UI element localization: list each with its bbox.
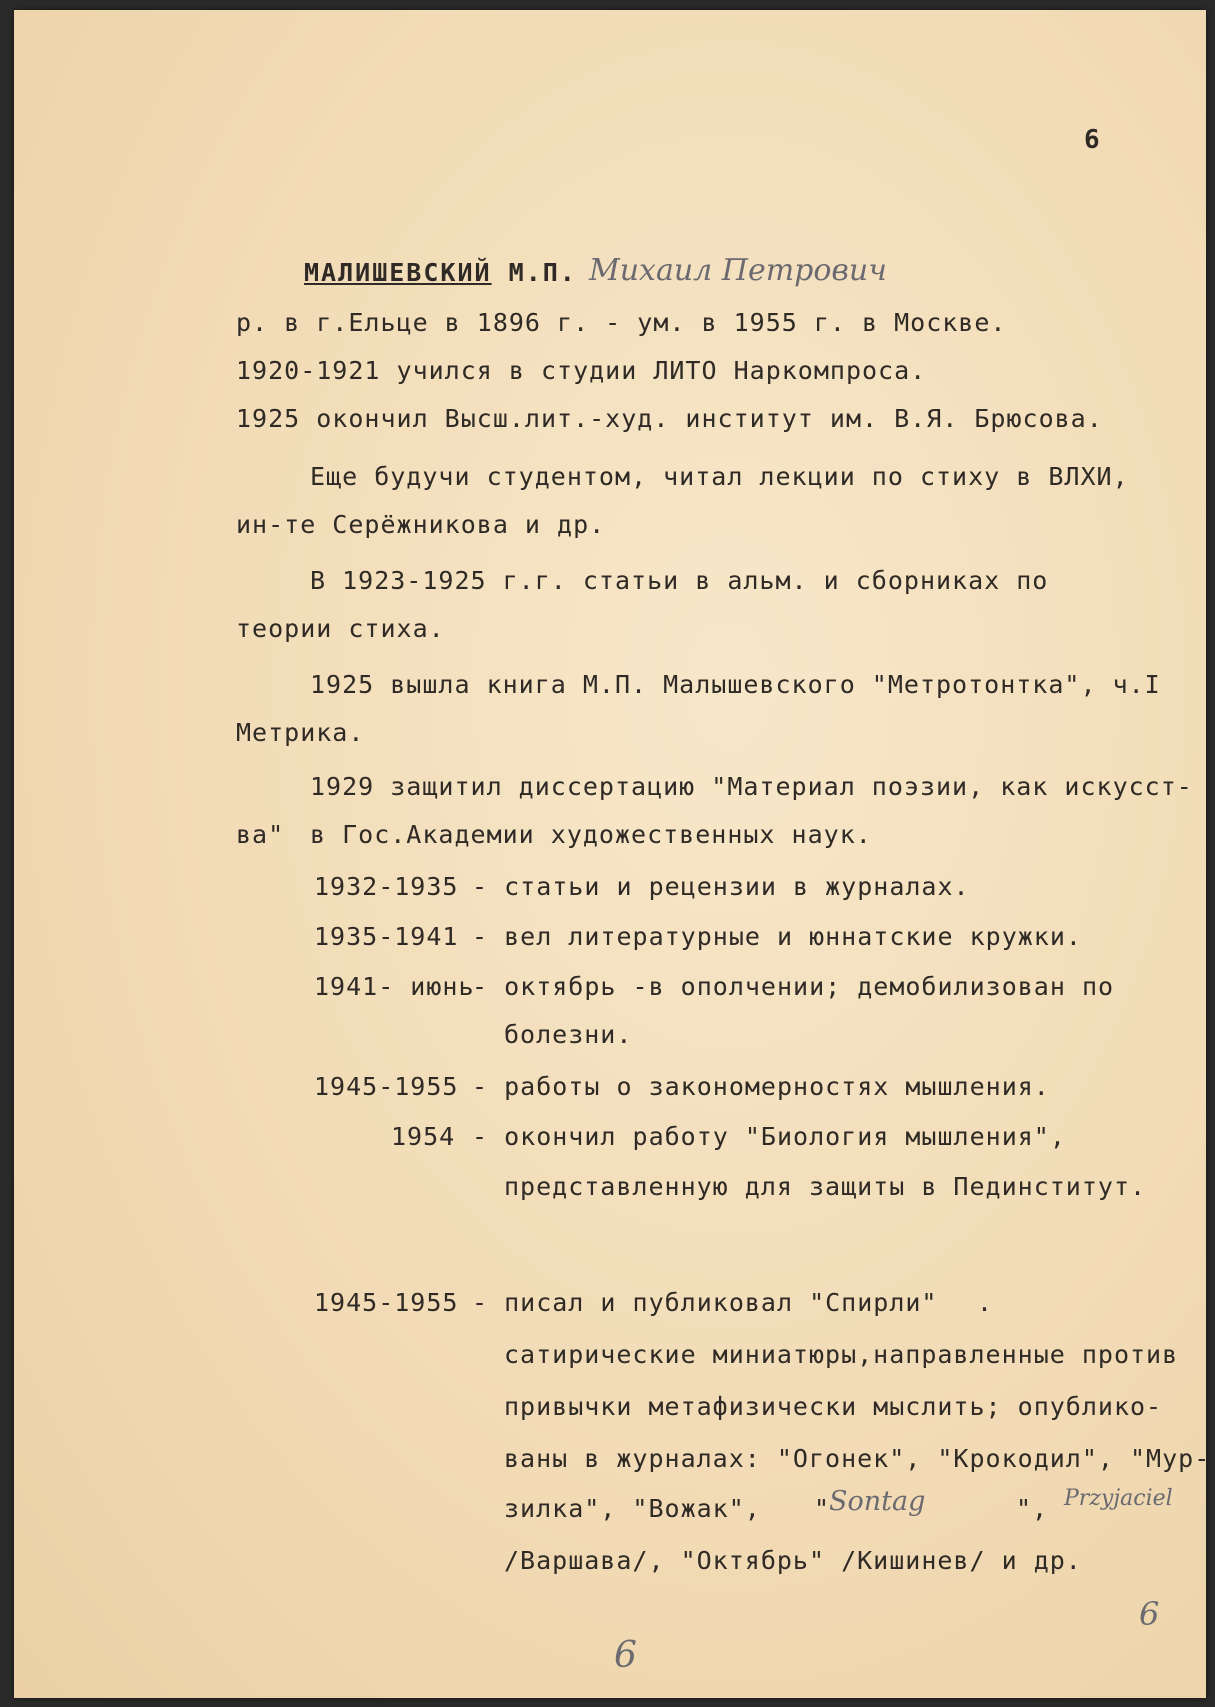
text-line: теории стиха.	[236, 614, 445, 643]
year-label: 1932-1935	[314, 872, 459, 901]
text-line: 1920-1921 учился в студии ЛИТО Наркомпроса.	[236, 356, 927, 385]
text-line: Еще будучи студентом, читал лекции по стиху в ВЛХИ,	[310, 462, 1129, 491]
handwritten-sontag: Sontag	[829, 1486, 926, 1517]
title-initials: М.П.	[508, 258, 577, 287]
year-label: 1935-1941	[314, 922, 459, 951]
open-quote: "	[814, 1494, 831, 1523]
handwritten-page-number: 6	[614, 1635, 637, 1676]
text-line: - работы о закономерностях мышления.	[472, 1072, 1050, 1101]
year-label: 1954	[391, 1122, 456, 1151]
text-line: ваны в журналах: "Огонек", "Крокодил", "Мур-	[504, 1444, 1211, 1473]
text-line: 1925 окончил Высш.лит.-худ. институт им. В.Я. Брюсова.	[236, 404, 1103, 433]
handwritten-full-name: Михаил Петрович	[589, 253, 887, 288]
text-line: - вел литературные и юннатские кружки.	[472, 922, 1082, 951]
text-line: 1925 вышла книга М.П. Малышевского "Метротонтка", ч.I	[310, 670, 1161, 699]
text-line: В 1923-1925 г.г. статьи в альм. и сборниках по	[310, 566, 1049, 595]
text-line: болезни.	[504, 1020, 633, 1049]
page-title	[304, 258, 577, 287]
text-line: - окончил работу "Биология мышления",	[472, 1122, 1066, 1151]
text-line: - писал и публиковал "Спирли"	[472, 1288, 938, 1317]
page-number: 6	[1084, 125, 1101, 155]
text-line: сатирические миниатюры,направленные против	[504, 1340, 1179, 1369]
text-line: зилка", "Вожак",	[504, 1494, 761, 1523]
year-label: 1945-1955	[314, 1288, 459, 1317]
text-line: в Гос.Академии художественных наук.	[310, 820, 872, 849]
text-line: 1929 защитил диссертацию "Материал поэзии, как искусст-	[310, 772, 1193, 801]
document-page	[14, 10, 1211, 1698]
text-line: р. в г.Ельце в 1896 г. - ум. в 1955 г. в Москве.	[236, 308, 1007, 337]
close-quote: ",	[1016, 1494, 1049, 1523]
text-line: - октябрь -в ополчении; демобилизован по	[472, 972, 1115, 1001]
text-line: ва"	[236, 820, 285, 849]
text-line: привычки метафизически мыслить; опублико-	[504, 1392, 1163, 1421]
text-line: ин-те Серёжникова и др.	[236, 510, 606, 539]
text-line: - статьи и рецензии в журналах.	[472, 872, 970, 901]
year-label: 1945-1955	[314, 1072, 459, 1101]
handwritten-page-number: 6	[1139, 1595, 1160, 1633]
text-line: /Варшава/, "Октябрь" /Кишинев/ и др.	[504, 1546, 1082, 1575]
year-label: 1941- июнь	[314, 972, 475, 1001]
text-line: Метрика.	[236, 718, 365, 747]
title-surname: МАЛИШЕВСКИЙ	[304, 258, 492, 287]
handwritten-przyjaciel: Przyjaciel	[1064, 1486, 1173, 1511]
text-line: представленную для защиты в Пединститут.	[504, 1172, 1147, 1201]
text-dot: .	[977, 1288, 994, 1317]
